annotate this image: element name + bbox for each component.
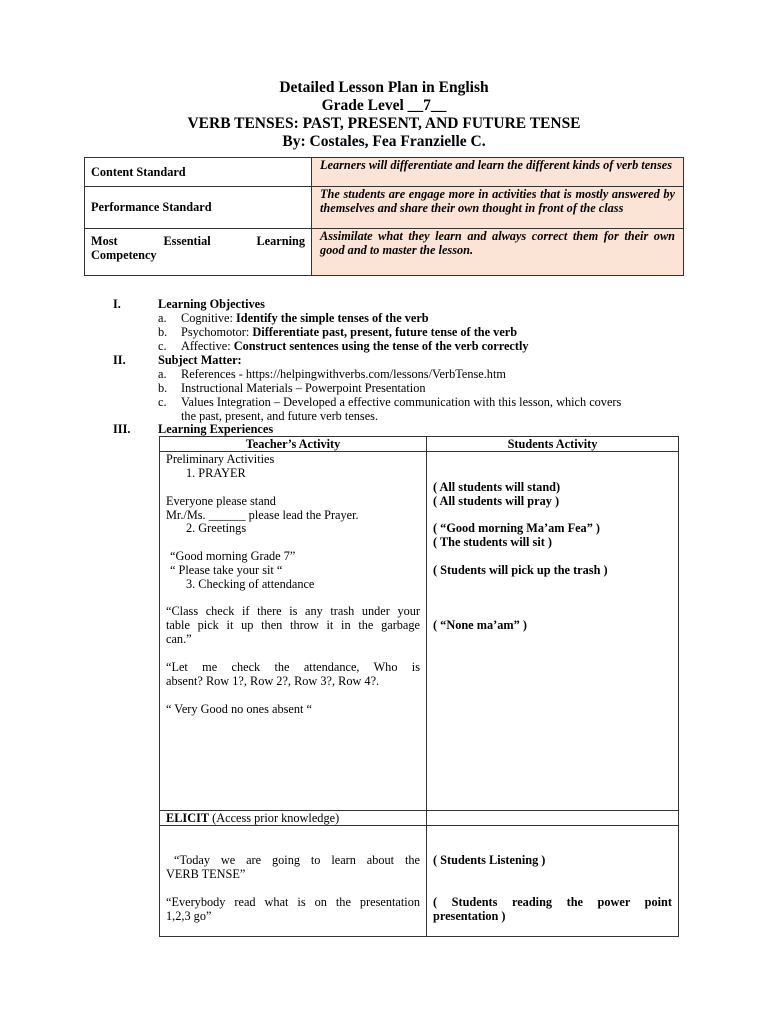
students-trash: ( Students will pick up the trash ) [433,563,608,577]
trash-line1: “Class check if there is any trash under your [166,604,420,618]
preliminary-heading: Preliminary Activities [166,452,275,466]
today-line2: VERB TENSE” [166,867,246,881]
take-sit-line: “ Please take your sit “ [170,563,283,577]
lead-prayer-instruction: Mr./Ms. ______ please lead the Prayer. [166,508,359,522]
performance-standard-label: Performance Standard [91,200,212,214]
content-standard-value: Learners will differentiate and learn the different kinds of verb tenses [312,158,684,187]
performance-standard-row [85,187,684,229]
students-elicit-cell [427,826,679,937]
today-line1: “Today we are going to learn about the [174,853,420,867]
section-title: Learning Experiences [158,422,274,436]
list-letter: a. [158,311,167,325]
performance-standard-value: The students are engage more in activities that is mostly answered by themselves and share their own thought in front of the class [312,187,684,229]
section-number: II. [113,353,126,367]
good-morning-line: “Good morning Grade 7” [170,549,296,563]
students-stand: ( All students will stand) [433,480,561,494]
attendance-item: 3. Checking of attendance [186,577,315,591]
objective-cognitive: Cognitive: Identify the simple tenses of the verb [181,311,429,325]
list-letter: b. [158,325,168,339]
trash-line2: table pick it up then throw it in the garbage [166,618,420,632]
section-title: Learning Objectives [158,297,265,311]
values-item-line1: Values Integration – Developed a effective communication with this lesson, which covers [181,395,622,409]
very-good-line: “ Very Good no ones absent “ [166,702,312,716]
teacher-elicit-cell [160,826,427,937]
grade-level: Grade Level __7__ [321,97,447,114]
competency-label: Most Essential Learning Competency [85,229,312,276]
section-title: Subject Matter: [158,353,242,367]
document-title: Detailed Lesson Plan in English [279,79,489,96]
section-number: I. [113,297,121,311]
elicit-row [160,811,679,826]
students-activity-header: Students Activity [427,437,679,452]
author: By: Costales, Fea Franzielle C. [282,133,486,150]
elicit-content-row [160,826,679,937]
values-item-line2: the past, present, and future verb tenses. [181,409,379,423]
read-line1: “Everybody read what is on the presentation [166,895,420,909]
stand-instruction: Everyone please stand [166,494,276,508]
objective-psychomotor: Psychomotor: Differentiate past, present, future tense of the verb [181,325,518,339]
preliminary-row [160,452,679,811]
teacher-activity-header: Teacher’s Activity [160,437,427,452]
read-line2: 1,2,3 go” [166,909,212,923]
objective-affective: Affective: Construct sentences using the tense of the verb correctly [181,339,529,353]
trash-line3: can.” [166,632,192,646]
teacher-preliminary-cell [160,452,427,811]
elicit-students-empty [427,811,679,826]
students-listening: ( Students Listening ) [433,853,546,867]
prayer-item: 1. PRAYER [186,466,246,480]
references-item: References - https://helpingwithverbs.com/lessons/VerbTense.htm [181,367,506,381]
standards-table [84,157,684,276]
greetings-item: 2. Greetings [186,521,247,535]
students-pray: ( All students will pray ) [433,494,560,508]
attendance-line2: absent? Row 1?, Row 2?, Row 3?, Row 4?. [166,674,380,688]
list-letter: c. [158,395,167,409]
competency-row [85,229,684,276]
list-letter: a. [158,367,167,381]
students-good-morning: ( “Good morning Ma’am Fea” ) [433,521,601,535]
attendance-line1: “Let me check the attendance, Who is [166,660,420,674]
list-letter: c. [158,339,167,353]
students-preliminary-cell [427,452,679,811]
activities-header-row [160,437,679,452]
students-reading-line2: presentation ) [433,909,506,923]
lesson-topic: VERB TENSES: PAST, PRESENT, AND FUTURE TENSE [187,115,581,132]
students-reading-line1: ( Students reading the power point [433,895,672,909]
materials-item: Instructional Materials – Powerpoint Presentation [181,381,426,395]
elicit-heading: ELICIT (Access prior knowledge) [160,811,427,826]
students-sit: ( The students will sit ) [433,535,552,549]
students-none: ( “None ma’am” ) [433,618,527,632]
competency-value: Assimilate what they learn and always correct them for their own good and to master the lesson. [312,229,684,276]
content-standard-row [85,158,684,187]
content-standard-label: Content Standard [91,164,186,179]
section-number: III. [113,422,131,436]
activities-table [159,436,679,937]
list-letter: b. [158,381,168,395]
